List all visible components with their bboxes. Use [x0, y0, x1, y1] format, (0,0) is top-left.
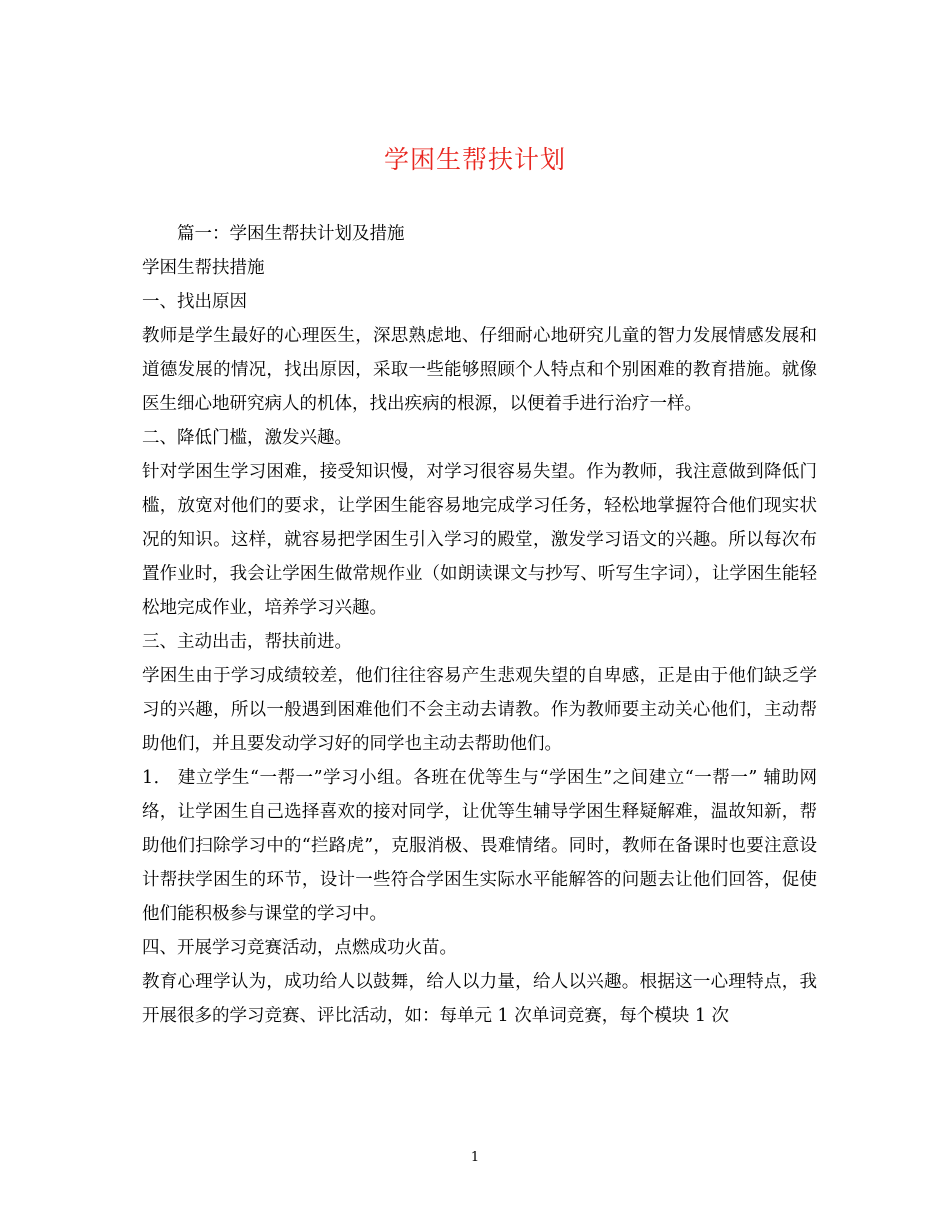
- subheading: 一、找出原因: [142, 292, 247, 312]
- subheading: 四、开展学习竞赛活动，点燃成功火苗。: [142, 938, 457, 958]
- subheading: 三、主动出击，帮扶前进。: [142, 632, 352, 652]
- document-title: 学困生帮扶计划: [383, 145, 566, 174]
- body-paragraph: 学困生由于学习成绩较差，他们往往容易产生悲观失望的自卑感，正是由于他们缺乏学习的兴趣，所以一般遇到困难他们不会主动去请教。作为教师要主动关心他们，主动帮助他们，并且要发动学习好的同学也主动去帮助他们。: [142, 666, 817, 754]
- subheading: 学困生帮扶措施: [142, 258, 265, 278]
- body-paragraph: 针对学困生学习困难，接受知识慢，对学习很容易失望。作为教师，我注意做到降低门槛，放宽对他们的要求，让学困生能容易地完成学习任务，轻松地掌握符合他们现实状况的知识。这样，就容易把学困生引入学习的殿堂，激发学习语文的兴趣。所以每次布置作业时，我会让学困生做常规作业（如朗读课文与抄写、听写生字词），让学困生能轻松地完成作业，培养学习兴趣。: [142, 462, 817, 618]
- body-paragraph: 教师是学生最好的心理医生，深思熟虑地、仔细耐心地研究儿童的智力发展情感发展和道德发展的情况，找出原因，采取一些能够照顾个人特点和个别困难的教育措施。就像医生细心地研究病人的机体，找出疾病的根源，以便着手进行治疗一样。: [142, 326, 817, 414]
- body-paragraph: 教育心理学认为，成功给人以鼓舞，给人以力量，给人以兴趣。根据这一心理特点，我开展很多的学习竞赛、评比活动，如：每单元 1 次单词竞赛，每个模块 1 次: [142, 972, 817, 1026]
- section-heading: 篇一：学困生帮扶计划及措施: [177, 224, 405, 244]
- numbered-paragraph: 1． 建立学生“一帮一”学习小组。各班在优等生与“学困生”之间建立“一帮一” 辅助网络，让学困生自己选择喜欢的接对同学，让优等生辅导学困生释疑解难，温故知新，帮助他们扫除学习中的“拦路虎”，克服消极、畏难情绪。同时，教师在备课时也要注意设计帮扶学困生的环节，设计一些符合学困生实际水平能解答的问题去让他们回答，促使他们能积极参与课堂的学习中。: [142, 768, 817, 924]
- page-number: 1: [470, 1150, 480, 1165]
- document-body: [142, 217, 817, 1033]
- subheading: 二、降低门槛，激发兴趣。: [142, 428, 352, 448]
